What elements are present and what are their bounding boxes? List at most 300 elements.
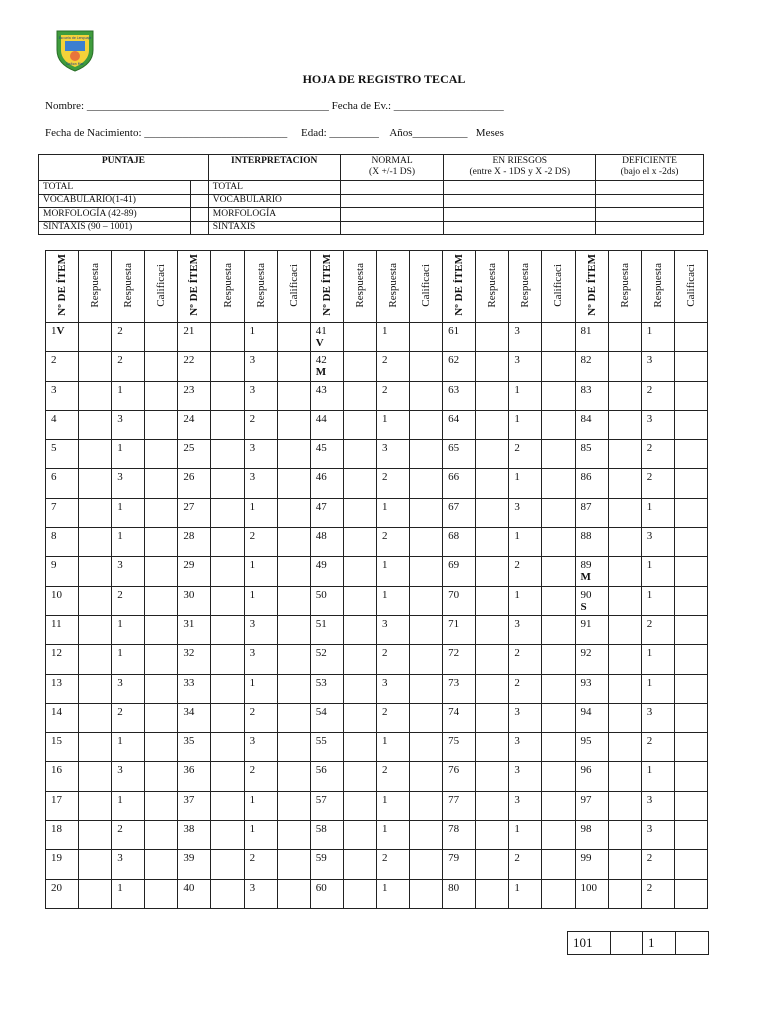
respuesta-correcta: 2 <box>641 879 674 908</box>
respuesta-nino-cell[interactable] <box>79 850 112 879</box>
respuesta-nino-cell[interactable] <box>79 733 112 762</box>
item-number: 43 <box>310 381 343 410</box>
calificacion-cell[interactable] <box>410 674 443 703</box>
calificacion-cell[interactable] <box>542 381 575 410</box>
respuesta-nino-cell[interactable] <box>476 586 509 615</box>
calificacion-cell[interactable] <box>674 821 707 850</box>
respuesta-nino-cell[interactable] <box>608 879 641 908</box>
calificacion-cell[interactable] <box>277 498 310 527</box>
respuesta-nino-cell[interactable] <box>608 440 641 469</box>
respuesta-nino-cell[interactable] <box>211 615 244 644</box>
calificacion-cell[interactable] <box>674 410 707 439</box>
respuesta-correcta: 1 <box>244 821 277 850</box>
calificacion-cell[interactable] <box>542 762 575 791</box>
nombre-field-line[interactable]: Nombre: ____________________________________________ Fecha de Ev.: ____________________ <box>45 100 504 112</box>
calificacion-cell[interactable] <box>674 645 707 674</box>
respuesta-nino-cell[interactable] <box>343 645 376 674</box>
item-number: 10 <box>46 586 79 615</box>
header-puntaje: PUNTAJE <box>39 155 209 181</box>
respuesta-nino-cell[interactable] <box>211 440 244 469</box>
respuesta-correcta: 1 <box>509 821 542 850</box>
respuesta-nino-cell[interactable] <box>79 381 112 410</box>
calificacion-cell[interactable] <box>410 381 443 410</box>
respuesta-nino-cell[interactable] <box>608 352 641 381</box>
respuesta-correcta: 1 <box>641 557 674 586</box>
item-number: 50 <box>310 586 343 615</box>
respuesta-correcta: 3 <box>641 410 674 439</box>
score-value-cell[interactable] <box>190 208 208 222</box>
calificacion-cell[interactable] <box>145 352 178 381</box>
calificacion-cell[interactable] <box>277 440 310 469</box>
calificacion-cell[interactable] <box>277 323 310 352</box>
calificacion-cell[interactable] <box>542 323 575 352</box>
respuesta-correcta: 2 <box>376 528 409 557</box>
respuesta-nino-cell[interactable] <box>211 381 244 410</box>
calificacion-cell[interactable] <box>410 733 443 762</box>
respuesta-correcta-header: Respuesta <box>244 251 277 323</box>
calificacion-cell[interactable] <box>674 323 707 352</box>
respuesta-nino-cell[interactable] <box>343 323 376 352</box>
item-number: 47 <box>310 498 343 527</box>
normal-cell[interactable] <box>340 221 444 235</box>
respuesta-nino-cell[interactable] <box>608 469 641 498</box>
calificacion-cell[interactable] <box>277 703 310 732</box>
calificacion-cell[interactable] <box>410 703 443 732</box>
table-row <box>46 586 708 615</box>
respuesta-nino-cell[interactable] <box>608 821 641 850</box>
item-number: 20 <box>46 879 79 908</box>
calificacion-cell[interactable] <box>410 469 443 498</box>
respuesta-nino-cell[interactable] <box>211 674 244 703</box>
item-number: 77 <box>443 791 476 820</box>
calificacion-cell[interactable] <box>277 674 310 703</box>
respuesta-nino-cell[interactable] <box>476 323 509 352</box>
calificacion-cell[interactable] <box>145 498 178 527</box>
respuesta-nino-cell[interactable] <box>79 410 112 439</box>
calificacion-cell[interactable] <box>277 733 310 762</box>
calificacion-cell[interactable] <box>277 850 310 879</box>
school-crest-icon <box>53 28 97 72</box>
respuesta-correcta: 1 <box>112 528 145 557</box>
respuesta-nino-cell[interactable] <box>343 586 376 615</box>
respuesta-nino-cell[interactable] <box>79 879 112 908</box>
calificacion-cell[interactable] <box>676 932 709 955</box>
respuesta-nino-cell[interactable] <box>79 352 112 381</box>
respuesta-nino-cell[interactable] <box>211 410 244 439</box>
respuesta-correcta: 1 <box>509 469 542 498</box>
respuesta-nino-cell[interactable] <box>608 586 641 615</box>
item-number: 92 <box>575 645 608 674</box>
calificacion-cell[interactable] <box>145 850 178 879</box>
respuesta-nino-cell[interactable] <box>608 791 641 820</box>
calificacion-cell[interactable] <box>145 762 178 791</box>
calificacion-cell[interactable] <box>277 821 310 850</box>
item-number: 59 <box>310 850 343 879</box>
calificacion-cell[interactable] <box>542 410 575 439</box>
table-row <box>46 615 708 644</box>
calificacion-cell[interactable] <box>674 791 707 820</box>
respuesta-nino-cell[interactable] <box>343 733 376 762</box>
calificacion-cell[interactable] <box>277 557 310 586</box>
calificacion-cell[interactable] <box>145 733 178 762</box>
calificacion-cell[interactable] <box>145 469 178 498</box>
respuesta-nino-cell[interactable] <box>79 615 112 644</box>
calificacion-cell[interactable] <box>542 528 575 557</box>
item-number: 95 <box>575 733 608 762</box>
respuesta-nino-cell[interactable] <box>608 381 641 410</box>
item-number: 34 <box>178 703 211 732</box>
respuesta-nino-cell[interactable] <box>476 352 509 381</box>
calificacion-cell[interactable] <box>542 440 575 469</box>
item-number: 11 <box>46 615 79 644</box>
calificacion-cell[interactable] <box>410 410 443 439</box>
respuesta-nino-cell[interactable] <box>79 440 112 469</box>
calificacion-cell[interactable] <box>145 674 178 703</box>
calificacion-cell[interactable] <box>542 733 575 762</box>
respuesta-nino-cell[interactable] <box>476 762 509 791</box>
deficiente-cell[interactable] <box>596 181 704 195</box>
respuesta-correcta: 2 <box>112 821 145 850</box>
respuesta-nino-cell[interactable] <box>79 645 112 674</box>
riesgo-cell[interactable] <box>444 194 596 208</box>
calificacion-cell[interactable] <box>277 879 310 908</box>
respuesta-nino-cell[interactable] <box>476 557 509 586</box>
calificacion-cell[interactable] <box>674 674 707 703</box>
respuesta-nino-cell[interactable] <box>79 821 112 850</box>
item-number: 17 <box>46 791 79 820</box>
calificacion-cell[interactable] <box>277 381 310 410</box>
calificacion-cell[interactable] <box>145 410 178 439</box>
score-label: VOCABULARIO(1-41) <box>39 194 191 208</box>
calificacion-cell[interactable] <box>410 615 443 644</box>
respuesta-nino-cell[interactable] <box>211 645 244 674</box>
respuesta-nino-cell[interactable] <box>211 323 244 352</box>
calificacion-cell[interactable] <box>542 557 575 586</box>
respuesta-correcta: 1 <box>641 586 674 615</box>
respuesta-nino-cell[interactable] <box>343 410 376 439</box>
respuesta-correcta: 2 <box>509 850 542 879</box>
respuesta-nino-cell[interactable] <box>211 879 244 908</box>
respuesta-nino-cell[interactable] <box>608 615 641 644</box>
respuesta-nino-cell[interactable] <box>476 821 509 850</box>
respuesta-correcta: 1 <box>509 586 542 615</box>
calificacion-cell[interactable] <box>145 791 178 820</box>
respuesta-nino-cell[interactable] <box>79 674 112 703</box>
respuesta-nino-cell[interactable] <box>343 615 376 644</box>
respuesta-nino-cell[interactable] <box>343 674 376 703</box>
calificacion-cell[interactable] <box>542 674 575 703</box>
respuesta-correcta: 1 <box>509 879 542 908</box>
deficiente-cell[interactable] <box>596 221 704 235</box>
calificacion-cell[interactable] <box>277 410 310 439</box>
score-value-cell[interactable] <box>190 181 208 195</box>
respuesta-nino-cell[interactable] <box>343 791 376 820</box>
riesgo-cell[interactable] <box>444 221 596 235</box>
respuesta-nino-cell[interactable] <box>211 821 244 850</box>
calificacion-cell[interactable] <box>542 352 575 381</box>
calificacion-cell[interactable] <box>145 879 178 908</box>
respuesta-correcta: 3 <box>244 733 277 762</box>
respuesta-nino-cell[interactable] <box>211 557 244 586</box>
calificacion-cell[interactable] <box>410 879 443 908</box>
respuesta-nino-cell[interactable] <box>79 791 112 820</box>
item-number: 48 <box>310 528 343 557</box>
calificacion-cell[interactable] <box>277 615 310 644</box>
respuesta-nino-cell[interactable] <box>476 674 509 703</box>
calificacion-cell[interactable] <box>277 352 310 381</box>
item-number: 44 <box>310 410 343 439</box>
respuesta-nino-cell[interactable] <box>343 762 376 791</box>
calificacion-cell[interactable] <box>145 323 178 352</box>
table-row <box>46 528 708 557</box>
respuesta-correcta: 3 <box>509 498 542 527</box>
calificacion-cell[interactable] <box>410 528 443 557</box>
calificacion-cell[interactable] <box>145 381 178 410</box>
table-row <box>46 821 708 850</box>
deficiente-cell[interactable] <box>596 208 704 222</box>
calificacion-cell[interactable] <box>277 791 310 820</box>
item-number: 4 <box>46 410 79 439</box>
respuesta-correcta: 3 <box>112 469 145 498</box>
calificacion-cell[interactable] <box>410 791 443 820</box>
calificacion-cell[interactable] <box>542 791 575 820</box>
respuesta-nino-cell[interactable] <box>211 850 244 879</box>
respuesta-nino-cell[interactable] <box>476 879 509 908</box>
respuesta-nino-cell[interactable] <box>211 586 244 615</box>
respuesta-nino-cell[interactable] <box>611 932 643 955</box>
item-number: 19 <box>46 850 79 879</box>
score-value-cell[interactable] <box>190 221 208 235</box>
respuesta-nino-cell[interactable] <box>476 381 509 410</box>
respuesta-nino-cell[interactable] <box>608 557 641 586</box>
respuesta-nino-cell[interactable] <box>211 352 244 381</box>
respuesta-nino-cell[interactable] <box>211 733 244 762</box>
respuesta-correcta: 1 <box>112 381 145 410</box>
respuesta-correcta-header: Respuesta <box>641 251 674 323</box>
calificacion-cell[interactable] <box>277 586 310 615</box>
respuesta-nino-cell[interactable] <box>608 645 641 674</box>
respuesta-correcta: 1 <box>244 323 277 352</box>
calificacion-cell[interactable] <box>410 352 443 381</box>
respuesta-correcta: 3 <box>509 762 542 791</box>
calificacion-cell[interactable] <box>542 821 575 850</box>
respuesta-correcta: 1 <box>641 762 674 791</box>
respuesta-nino-cell[interactable] <box>343 703 376 732</box>
calificacion-cell[interactable] <box>410 762 443 791</box>
item-number: 9 <box>46 557 79 586</box>
respuesta-nino-cell[interactable] <box>476 850 509 879</box>
respuesta-nino-cell[interactable] <box>476 528 509 557</box>
calificacion-cell[interactable] <box>542 469 575 498</box>
respuesta-correcta: 1 <box>376 821 409 850</box>
respuesta-nino-cell[interactable] <box>608 762 641 791</box>
respuesta-nino-cell[interactable] <box>79 762 112 791</box>
respuesta-nino-cell[interactable] <box>343 381 376 410</box>
respuesta-nino-cell[interactable] <box>79 323 112 352</box>
header-normal: NORMAL (X +/-1 DS) <box>340 155 444 181</box>
item-number: 55 <box>310 733 343 762</box>
table-row <box>46 791 708 820</box>
respuesta-correcta: 3 <box>641 703 674 732</box>
respuesta-correcta: 1 <box>641 674 674 703</box>
calificacion-cell[interactable] <box>542 498 575 527</box>
respuesta-nino-cell[interactable] <box>79 498 112 527</box>
respuesta-nino-cell[interactable] <box>476 440 509 469</box>
calificacion-cell[interactable] <box>410 586 443 615</box>
respuesta-nino-cell[interactable] <box>608 323 641 352</box>
calificacion-cell[interactable] <box>542 879 575 908</box>
calificacion-cell[interactable] <box>674 586 707 615</box>
item-number: 14 <box>46 703 79 732</box>
birthdate-age-line[interactable]: Fecha de Nacimiento: __________________________ Edad: _________ Años__________ Meses <box>45 127 504 139</box>
respuesta-nino-cell[interactable] <box>476 703 509 732</box>
score-value-cell[interactable] <box>190 194 208 208</box>
respuesta-correcta: 3 <box>112 674 145 703</box>
respuesta-nino-cell[interactable] <box>343 352 376 381</box>
calificacion-cell[interactable] <box>410 557 443 586</box>
respuesta-correcta: 3 <box>641 352 674 381</box>
respuesta-correcta: 2 <box>376 703 409 732</box>
calificacion-cell[interactable] <box>674 440 707 469</box>
respuesta-nino-cell[interactable] <box>476 791 509 820</box>
calificacion-cell[interactable] <box>277 528 310 557</box>
calificacion-cell[interactable] <box>277 762 310 791</box>
respuesta-nino-cell[interactable] <box>343 879 376 908</box>
respuesta-nino-cell[interactable] <box>211 498 244 527</box>
table-row <box>46 879 708 908</box>
header-deficiente: DEFICIENTE (bajo el x -2ds) <box>596 155 704 181</box>
item-number: 78 <box>443 821 476 850</box>
calificacion-cell[interactable] <box>674 850 707 879</box>
calificacion-cell[interactable] <box>542 586 575 615</box>
calificacion-cell[interactable] <box>410 850 443 879</box>
respuesta-nino-cell[interactable] <box>79 469 112 498</box>
respuesta-nino-cell[interactable] <box>343 498 376 527</box>
item-number: 39 <box>178 850 211 879</box>
respuesta-nino-cell[interactable] <box>211 469 244 498</box>
calificacion-cell[interactable] <box>674 762 707 791</box>
calificacion-cell[interactable] <box>145 440 178 469</box>
respuesta-nino-cell[interactable] <box>343 469 376 498</box>
respuesta-nino-cell[interactable] <box>343 821 376 850</box>
calificacion-cell[interactable] <box>542 703 575 732</box>
calificacion-cell[interactable] <box>145 557 178 586</box>
calificacion-cell[interactable] <box>410 645 443 674</box>
calificacion-cell[interactable] <box>674 469 707 498</box>
respuesta-nino-cell[interactable] <box>476 410 509 439</box>
item-number: 70 <box>443 586 476 615</box>
normal-cell[interactable] <box>340 194 444 208</box>
respuesta-nino-cell[interactable] <box>211 528 244 557</box>
item-number: 13 <box>46 674 79 703</box>
respuesta-nino-cell[interactable] <box>79 528 112 557</box>
respuesta-correcta: 1 <box>244 557 277 586</box>
calificacion-cell[interactable] <box>674 528 707 557</box>
respuesta-nino-cell[interactable] <box>608 528 641 557</box>
calificacion-cell[interactable] <box>674 557 707 586</box>
calificacion-cell[interactable] <box>145 645 178 674</box>
respuesta-nino-cell[interactable] <box>608 498 641 527</box>
respuesta-nino-cell[interactable] <box>79 703 112 732</box>
respuesta-nino-cell[interactable] <box>476 498 509 527</box>
calificacion-cell[interactable] <box>410 821 443 850</box>
calificacion-cell[interactable] <box>410 323 443 352</box>
calificacion-cell[interactable] <box>410 498 443 527</box>
calificacion-cell[interactable] <box>674 879 707 908</box>
item-number: 38 <box>178 821 211 850</box>
normal-cell[interactable] <box>340 181 444 195</box>
respuesta-nino-cell[interactable] <box>211 791 244 820</box>
calificacion-cell[interactable] <box>542 645 575 674</box>
item-number: 99 <box>575 850 608 879</box>
respuesta-nino-cell[interactable] <box>211 762 244 791</box>
calificacion-cell[interactable] <box>145 586 178 615</box>
calificacion-cell[interactable] <box>674 352 707 381</box>
respuesta-correcta: 2 <box>376 469 409 498</box>
respuesta-nino-cell[interactable] <box>476 615 509 644</box>
respuesta-nino-cell[interactable] <box>608 703 641 732</box>
calificacion-cell[interactable] <box>674 498 707 527</box>
calificacion-cell[interactable] <box>674 381 707 410</box>
riesgo-cell[interactable] <box>444 208 596 222</box>
calificacion-cell[interactable] <box>145 528 178 557</box>
respuesta-nino-cell[interactable] <box>608 850 641 879</box>
respuesta-nino-cell[interactable] <box>608 733 641 762</box>
respuesta-nino-cell[interactable] <box>343 528 376 557</box>
respuesta-nino-cell[interactable] <box>343 440 376 469</box>
table-row <box>46 850 708 879</box>
respuesta-correcta: 1 <box>244 674 277 703</box>
respuesta-nino-cell[interactable] <box>79 557 112 586</box>
riesgo-cell[interactable] <box>444 181 596 195</box>
respuesta-nino-cell[interactable] <box>476 469 509 498</box>
calificacion-cell[interactable] <box>145 703 178 732</box>
respuesta-nino-cell[interactable] <box>476 733 509 762</box>
respuesta-nino-cell[interactable] <box>608 410 641 439</box>
item-number: 91 <box>575 615 608 644</box>
calificacion-cell[interactable] <box>542 850 575 879</box>
calificacion-header: Calificaci <box>542 251 575 323</box>
respuesta-nino-cell[interactable] <box>211 703 244 732</box>
calificacion-cell[interactable] <box>674 703 707 732</box>
respuesta-correcta: 3 <box>244 381 277 410</box>
respuesta-nino-cell[interactable] <box>608 674 641 703</box>
respuesta-correcta: 1 <box>376 410 409 439</box>
score-row-vocabulario <box>39 194 704 208</box>
respuesta-nino-cell[interactable] <box>343 557 376 586</box>
respuesta-correcta: 2 <box>509 674 542 703</box>
item-number: 71 <box>443 615 476 644</box>
calificacion-cell[interactable] <box>674 615 707 644</box>
respuesta-correcta: 3 <box>112 410 145 439</box>
table-row <box>46 703 708 732</box>
calificacion-cell[interactable] <box>674 733 707 762</box>
calificacion-cell[interactable] <box>145 615 178 644</box>
item-number: 76 <box>443 762 476 791</box>
calificacion-cell[interactable] <box>410 440 443 469</box>
calificacion-cell[interactable] <box>277 469 310 498</box>
respuesta-correcta: 2 <box>641 440 674 469</box>
respuesta-nino-cell[interactable] <box>476 645 509 674</box>
deficiente-cell[interactable] <box>596 194 704 208</box>
item-number: 67 <box>443 498 476 527</box>
respuesta-nino-cell[interactable] <box>343 850 376 879</box>
calificacion-cell[interactable] <box>277 645 310 674</box>
respuesta-nino-cell[interactable] <box>79 586 112 615</box>
normal-cell[interactable] <box>340 208 444 222</box>
calificacion-cell[interactable] <box>542 615 575 644</box>
calificacion-cell[interactable] <box>145 821 178 850</box>
